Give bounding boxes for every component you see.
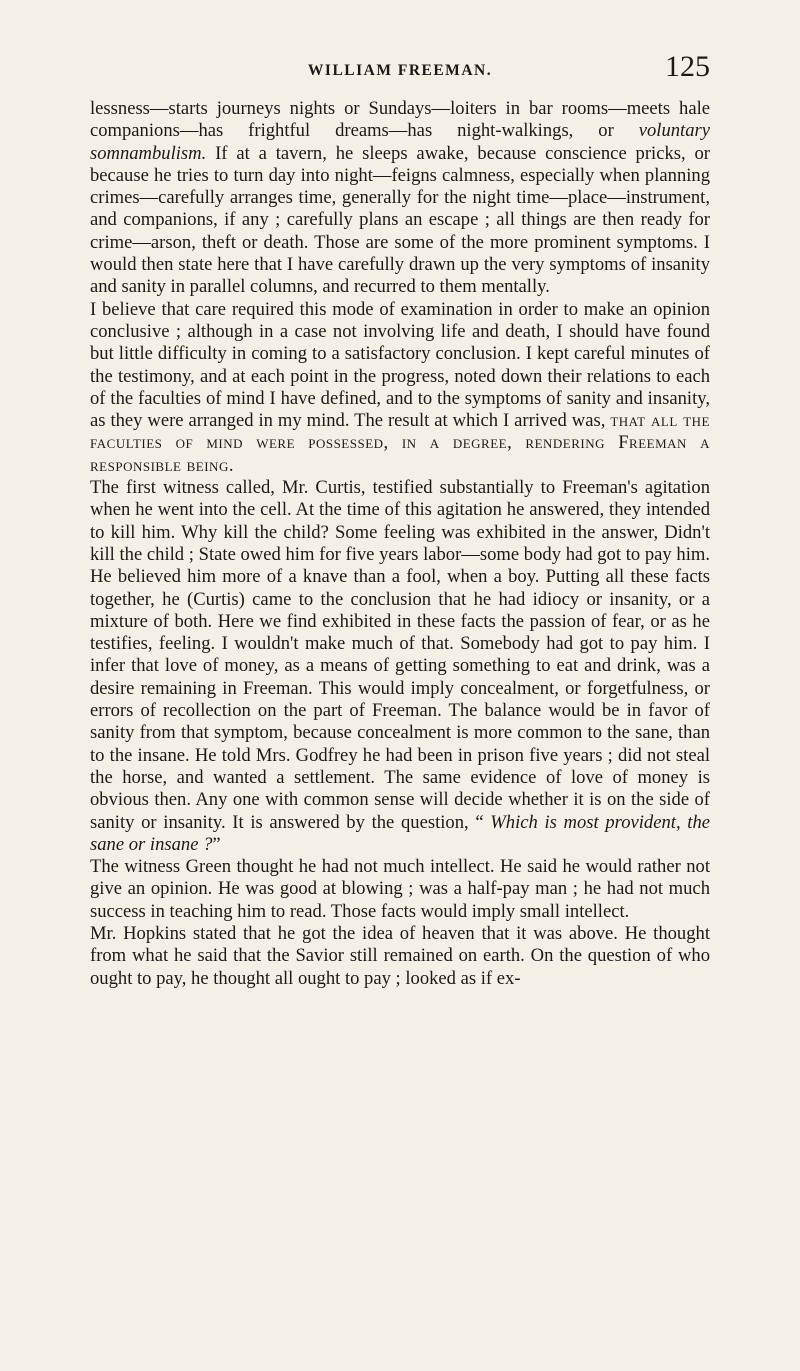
paragraph — [90, 477, 710, 856]
text-segment: voluntary somnambulism. — [90, 120, 710, 164]
paragraph — [90, 98, 710, 299]
body-text — [90, 98, 710, 990]
text-segment: Which is most provident, the sane or insane ? — [90, 811, 710, 855]
text-segment: I believe that care required this mode of examination in order to make an opinion conclusive ; although in a case not involving life and death, I should have found but little difficulty in coming to a satisfactory conclusion. I kept careful minutes of the testimony, and at each point in the progress, noted down their relations to each of the faculties of mind I have defined, and to the symptoms of sanity and insanity, as they were arranged in my mind. The result at which I arrived was, — [90, 298, 710, 432]
paragraph — [90, 923, 710, 990]
text-segment: If at a tavern, he sleeps awake, because conscience pricks, or because he tries to turn day into night—feigns calmness, especially when planning crimes—carefully arranges time, generally for the night time—place—instrument, and companions, if any ; carefully plans an escape ; all things are then ready for crime—arson, theft or death. Those are some of the more prominent symptoms. I would then state here that I have carefully drawn up the very symptoms of insanity and sanity in parallel columns, and recurred to them mentally. — [90, 142, 710, 298]
text-segment: lessness—starts journeys nights or Sundays—loiters in bar rooms—meets hale companions—has frightful dreams—has night-walkings, or — [90, 98, 710, 142]
page-number: 125 — [665, 50, 710, 83]
text-segment: Mr. Hopkins stated that he got the idea of heaven that it was above. He thought from what he said that the Savior still remained on earth. On the question of who ought to pay, he thought all ought to pay ; looked as if ex- — [90, 922, 710, 989]
paragraph — [90, 299, 710, 477]
running-head — [90, 50, 710, 88]
text-segment: The first witness called, Mr. Curtis, testified substantially to Freeman's agitation when he went into the cell. At the time of this agitation he answered, they intended to kill him. Why kill the child? Some feeling was exhibited in the answer, Didn't kill the child ; State owed him for five years labor—some body had got to pay him. He believed him more of a knave than a fool, when a boy. Putting all these facts together, he (Curtis) came to the conclusion that he had idiocy or insanity, or a mixture of both. Here we find exhibited in these facts the passion of fear, or as he testifies, feeling. I wouldn't make much of that. Somebody had got to pay him. I infer that love of money, as a means of getting something to eat and drink, was a desire remaining in Freeman. This would imply concealment, or forgetfulness, or errors of recollection on the part of Freeman. The balance would be in favor of sanity from that symptom, because concealment is more common to the sane, than to the insane. He told Mrs. Godfrey he had been in prison five years ; did not steal the horse, and wanted a settlement. The same evidence of love of money is obvious then. Any one with common sense will decide whether it is on the side of sanity or insanity. It is answered by the question, “ — [90, 477, 710, 833]
running-title: WILLIAM FREEMAN. — [307, 62, 493, 79]
text-segment: ” — [212, 833, 221, 855]
text-segment: that all the faculties of mind were possessed, in a degree, rendering Freeman a responsible being. — [90, 410, 710, 476]
paragraph — [90, 856, 710, 923]
text-segment: The witness Green thought he had not much intellect. He said he would rather not give an opinion. He was good at blowing ; was a half-pay man ; he had not much success in teaching him to read. Those facts would imply small intellect. — [90, 856, 710, 922]
